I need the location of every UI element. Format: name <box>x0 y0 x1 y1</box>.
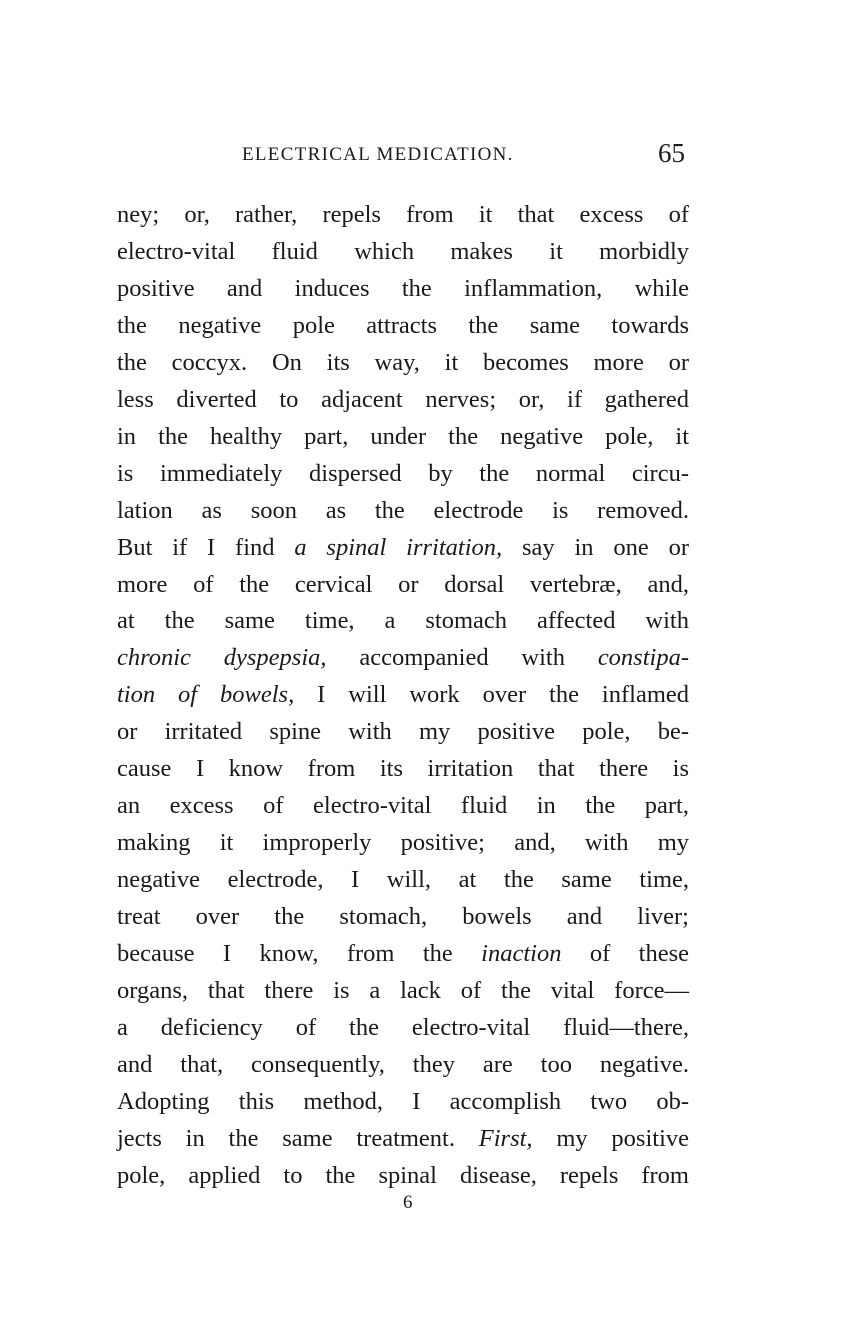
text-line <box>117 529 689 566</box>
text-line <box>117 455 689 492</box>
page-number: 65 <box>658 138 685 168</box>
italic-run: constipa- <box>597 644 689 672</box>
running-head-title: ELECTRICAL MEDICATION. <box>242 144 514 165</box>
text-line <box>117 602 689 639</box>
text-run: positive and induces the inflammation, while <box>117 274 689 302</box>
text-line <box>117 750 689 787</box>
text-run: treat over the stomach, bowels and liver; <box>117 903 689 931</box>
italic-run: inaction <box>481 940 562 967</box>
text-line <box>117 676 689 713</box>
text-run: the coccyx. On its way, it becomes more or <box>117 348 689 376</box>
text-run: lation as soon as the electrode is removed. <box>117 496 689 524</box>
signature-mark: 6 <box>403 1192 413 1213</box>
text-run: negative electrode, I will, at the same time, <box>117 866 689 894</box>
text-line <box>117 1157 689 1194</box>
text-run: electro-vital fluid which makes it morbidly <box>117 237 689 265</box>
text-line <box>117 787 689 824</box>
text-line <box>117 566 689 603</box>
text-line <box>117 1009 689 1046</box>
text-line <box>117 196 689 233</box>
text-line <box>117 898 689 935</box>
text-run: ney; or, rather, repels from it that excess of <box>117 201 689 228</box>
italic-run: tion of bowels, <box>117 681 295 709</box>
text-run: in the healthy part, under the negative pole, it <box>117 422 689 450</box>
running-head <box>117 138 689 170</box>
text-run: making it improperly positive; and, with my <box>117 829 689 857</box>
text-run: the negative pole attracts the same towards <box>117 311 689 339</box>
text-line <box>117 418 689 455</box>
text-run: at the same time, a stomach affected with <box>117 607 689 635</box>
text-run: is immediately dispersed by the normal circu- <box>117 459 689 487</box>
text-line <box>117 1083 689 1120</box>
text-line <box>117 1120 689 1157</box>
text-line <box>117 861 689 898</box>
text-run: jects in the same treatment. <box>117 1124 479 1152</box>
text-line <box>117 307 689 344</box>
italic-run: First, <box>478 1124 533 1152</box>
text-run: and that, consequently, they are too negative. <box>117 1050 689 1078</box>
text-run: organs, that there is a lack of the vital force— <box>117 976 689 1004</box>
text-line <box>117 344 689 381</box>
text-run: pole, applied to the spinal disease, repels from <box>117 1161 689 1189</box>
text-run: or irritated spine with my positive pole, be- <box>117 718 689 746</box>
text-run: my positive <box>532 1124 689 1152</box>
text-line <box>117 233 689 270</box>
text-line <box>117 824 689 861</box>
text-run: accompanied with <box>326 644 598 672</box>
text-line <box>117 270 689 307</box>
text-run: because I know, from the <box>117 940 482 967</box>
text-run: cause I know from its irritation that there is <box>117 755 689 783</box>
text-run: I will work over the inflamed <box>294 681 690 709</box>
text-run: a deficiency of the electro-vital fluid—there, <box>117 1013 689 1041</box>
text-line <box>117 1046 689 1083</box>
text-line <box>117 972 689 1009</box>
italic-run: chronic dyspepsia, <box>117 644 327 672</box>
text-run: Adopting this method, I accomplish two ob- <box>117 1087 689 1115</box>
text-line <box>117 639 689 676</box>
text-line <box>117 381 689 418</box>
text-run: more of the cervical or dorsal vertebræ, and, <box>117 570 689 598</box>
text-run: less diverted to adjacent nerves; or, if gathered <box>117 385 689 413</box>
text-line <box>117 713 689 750</box>
text-run: of these <box>561 940 689 967</box>
italic-run: a spinal irritation, <box>294 533 503 561</box>
text-run: an excess of electro-vital fluid in the part, <box>117 792 689 820</box>
text-line <box>117 935 689 972</box>
text-line <box>117 492 689 529</box>
text-run: say in one or <box>502 533 689 561</box>
text-run: But if I find <box>117 533 295 561</box>
